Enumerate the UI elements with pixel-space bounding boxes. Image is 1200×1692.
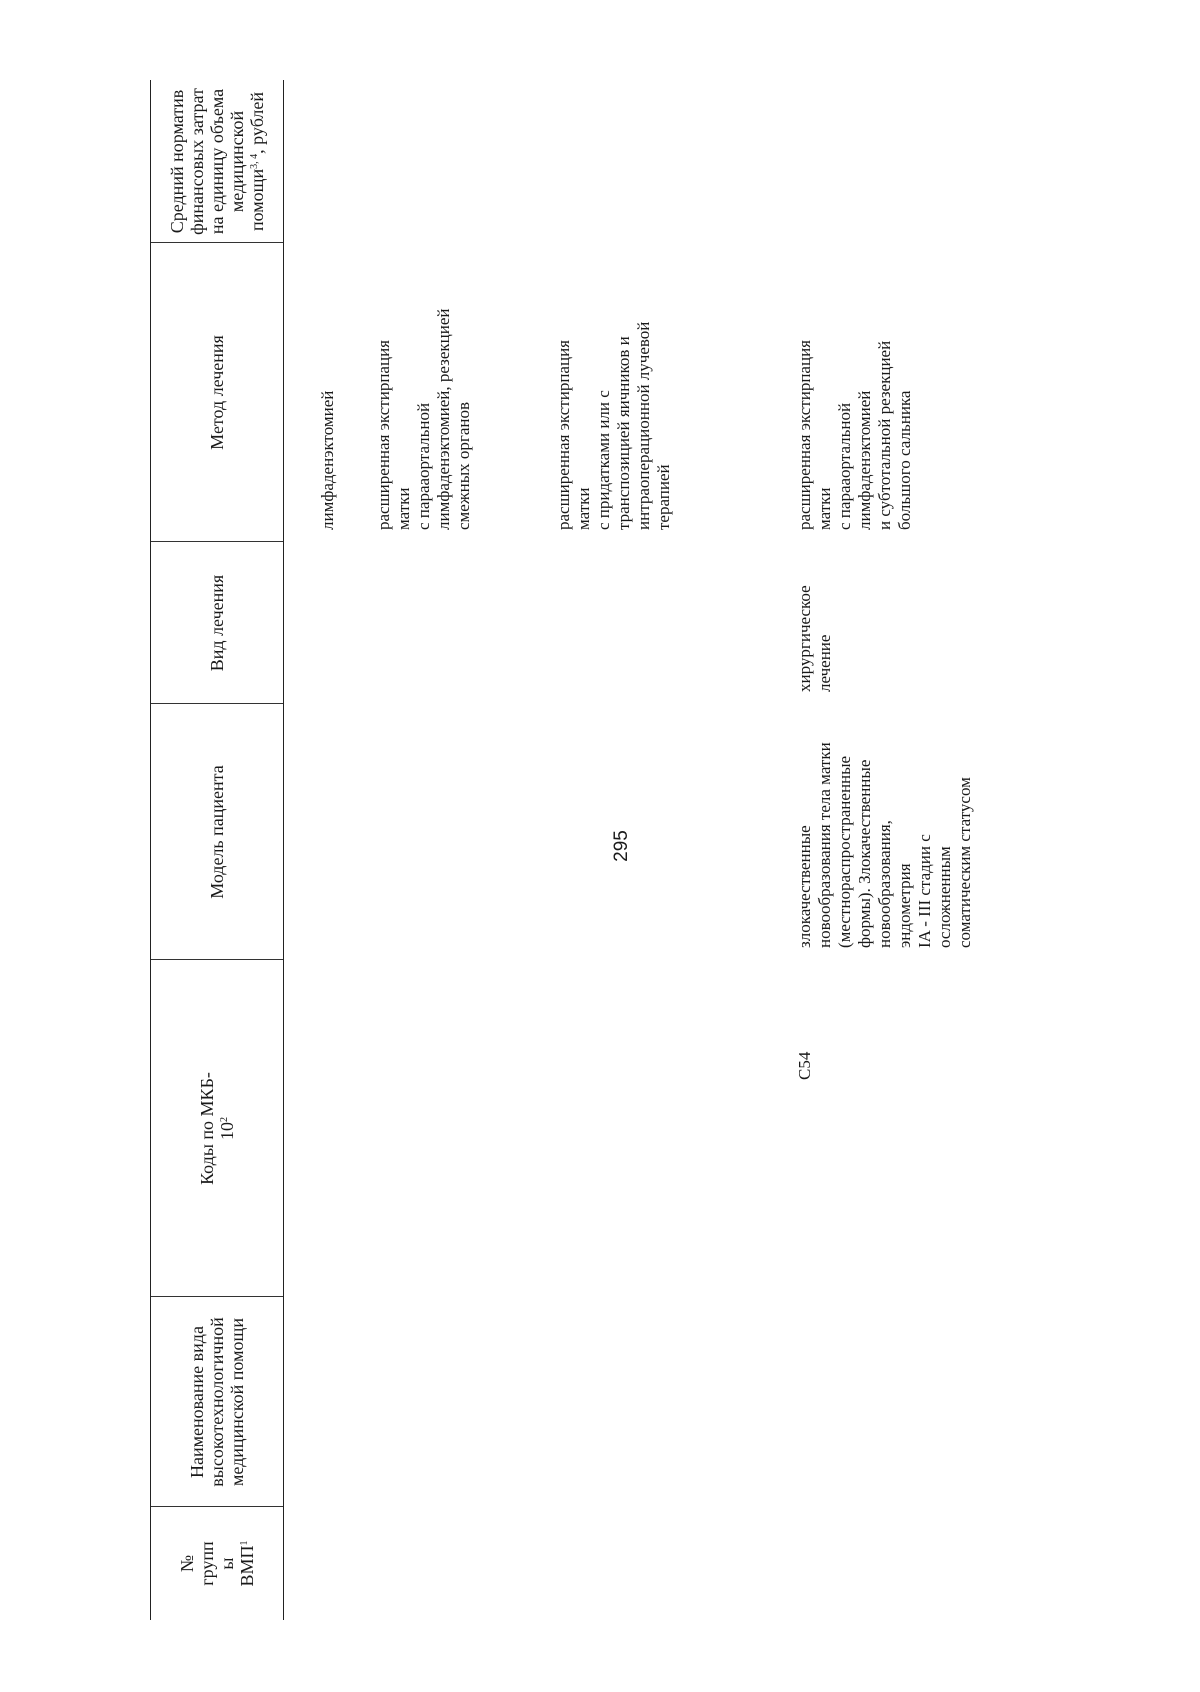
header-treatment-method [150,242,284,542]
header-group-no [150,1506,284,1620]
cell-line: интраоперационной лучевой [634,321,654,530]
cell-line: и субтотальной резекцией [875,340,895,530]
header-cost-norm [150,80,284,243]
cell-line: матки [815,487,835,530]
cell-line: хирургическое [795,585,814,692]
icd-code-cell [795,1052,815,1080]
cell-line: IA - III стадии с [915,834,935,948]
header-cost-norm-line: на единицу объема [206,88,227,235]
cell-line: смежных органов [454,401,474,530]
header-vmp-name [150,1296,284,1507]
cell-line: соматическим статусом [955,777,975,948]
header-cost-norm-line [247,88,267,235]
cell-line: расширенная экстирпация [554,340,573,530]
cell-line: лимфаденэктомией [855,390,875,530]
header-vmp-name-line: Наименование вида [186,1326,207,1478]
header-icd-codes-text: 10 [217,1122,237,1141]
header-treatment-type [150,541,284,704]
header-icd-codes-line [217,1072,237,1185]
header-vmp-name-line: медицинской помощи [227,1318,248,1486]
cell-line: матки [574,487,594,530]
footnote-mark: 1 [239,1540,251,1546]
treatment-type-cell [795,585,835,692]
treatment-method-cell [374,308,474,530]
footnote-mark: 3, 4 [249,153,261,169]
header-icd-codes [150,959,284,1297]
page-number: 295 [611,830,632,862]
header-group-no-line: № [176,1554,197,1573]
header-icd-codes-line: Коды по МКБ- [196,1072,217,1185]
cell-line: эндометрия [895,863,915,948]
header-group-no-line [237,1541,257,1587]
header-patient-model [150,703,284,960]
cell-line: новообразования, [875,820,895,948]
header-cost-norm-suffix: , рублей [247,91,268,154]
header-treatment-type-text: Вид лечения [206,574,227,672]
header-group-no-line: групп [196,1541,217,1586]
cell-line: лечение [815,634,835,692]
cell-line: формы). Злокачественные [855,759,875,948]
footnote-mark: 2 [219,1117,230,1123]
cell-line: расширенная экстирпация [795,340,814,530]
header-vmp-name-line: высокотехнологичной [206,1317,227,1487]
cell-line: лимфаденэктомией, резекцией [434,308,454,530]
header-cost-norm-line: финансовых затрат [186,88,207,235]
icd-code: C54 [795,1051,814,1080]
patient-model-cell [795,742,975,948]
header-group-no-text: ВМП [237,1545,258,1587]
header-treatment-method-text: Метод лечения [206,335,227,450]
cell-line: транспозицией яичников и [614,336,634,530]
cell-line: с придатками или с [594,390,614,530]
cell-line: осложненным [935,846,955,948]
cell-line: большого сальника [895,390,915,530]
cell-line: матки [394,487,414,530]
cell-line: лимфаденэктомией [318,390,337,530]
header-patient-model-text: Модель пациента [206,765,227,899]
cell-line: расширенная экстирпация [374,340,393,530]
cell-line: с парааортальной [414,402,434,530]
treatment-method-cell [318,391,338,530]
cell-line: терапией [654,464,674,530]
header-cost-norm-text: помощи [247,168,268,232]
header-cost-norm-line: медицинской [227,110,248,213]
header-cost-norm-line: Средний норматив [166,89,187,234]
treatment-method-cell [554,322,674,530]
cell-line: (местнораспространенные [835,755,855,948]
cell-line: с парааортальной [835,402,855,530]
cell-line: новообразования тела матки [815,742,835,948]
header-group-no-line: ы [217,1557,237,1570]
cell-line: злокачественные [795,825,814,948]
treatment-table [150,80,1090,1620]
treatment-method-cell [795,340,915,530]
